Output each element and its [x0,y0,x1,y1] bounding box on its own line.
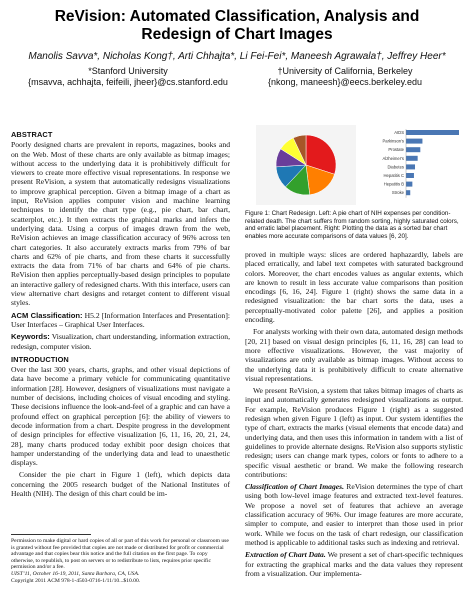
venue-line: UIST’11, October 16-19, 2011, Santa Barbara, CA, USA. [11,570,140,577]
bar [406,164,415,169]
right-column [245,250,463,581]
acm-text: H5.2 [Information Interfaces and Presentation]: User Interfaces – Graphical User Interfaces. [11,310,230,329]
affiliation-berkeley [245,66,445,88]
bar-chart [382,129,459,198]
bar [406,139,422,144]
bar-category-label: Stroke [391,190,404,196]
body-paragraph-3: We present ReVision, a system that takes bitmap images of charts as input and automatically generates redesigned visualizations as output. For example, ReVision produces Figure 1 (right) as a suggested redesign when given Figure 1 (left) as input. Our system identifies the type of chart, extracts the marks (visual elements that encode data) and underlying data, and then uses this information in tandem with a list of guidelines to provide alternate designs. ReVision also supports stylistic redesign; users can change mark types, colors or fonts to adhere to a specific visual aesthetic or brand. We make the following research contributions: [245,386,463,479]
contribution-extraction: Extraction of Chart Data. We present a set of chart-specific techniques for extracting the graphical marks and the data values they represent from a visualization. Our implementa- [245,550,464,578]
introduction-paragraph-2: Consider the pie chart in Figure 1 (left), which depicts data concerning the 2005 research budget of the National Institutes of Health (NIH). The design of this chart could be im- [11,470,230,498]
figure-1-caption: Figure 1: Chart Redesign. Left: A pie chart of NIH expenses per condition-related death. The chart suffers from random sorting, highly saturated colors, and erratic label placement. Right: Plotting the data as a sorted bar chart enables more accurate comparisons of data values [6, 20]. [245,210,459,240]
bar [406,173,414,178]
contribution-classification: Classification of Chart Images. ReVision determines the type of chart using both low-level image features and extracted text-level features. We propose a novel set of features that achieve an average classification accuracy of 96%. Our image features are more accurate, simpler to compute, and easier to interpret than those used in prior work. While we focus on the task of chart redesign, our classification method is applicable to additional tasks such as indexing and retrieval. [245,482,463,547]
affiliation-name: †University of California, Berkeley [277,66,413,76]
body-paragraph-1: proved in multiple ways: slices are ordered haphazardly, labels are placed erratically, and label text competes with saturated background colors. Moreover, the chart encodes values as angular extents, which are known to result in less accurate value comparisons than position encodings [6, 16, 24]. Figure 1 (right) shows the same data in a redesigned visualization: the bar chart sorts the data, uses a perceptually-motivated color palette [26], and applies a position encoding. [245,250,463,325]
contribution-label: Classification of Chart Images [245,482,343,492]
permission-footnote [11,538,230,584]
bar [406,130,459,135]
permission-text: Permission to make digital or hard copies of all or part of this work for personal or classroom use is granted without fee provided that copies are not made or distributed for profit or commercial advantage and that copies bear this notice and the full citation on the first page. To copy otherwise, to republish, to post on servers or to redistribute to lists, requires prior specific permission and/or a fee. [11,538,229,571]
keywords-label: Keywords: [11,332,50,342]
keywords-text: Visualization, chart understanding, information extraction, redesign, computer vision. [11,332,231,351]
footnote-divider [11,534,91,535]
affiliation-name: *Stanford University [88,66,168,76]
acm-label: ACM Classification: [11,310,83,320]
left-column [11,126,230,501]
bar-category-label: Diabetes [387,164,404,170]
author-list: Manolis Savva*, Nicholas Kong†, Arti Chhajta*, Li Fei-Fei*, Maneesh Agrawala†, Jeffrey Heer* [28,51,446,62]
abstract-heading: ABSTRACT [11,130,53,139]
figure-1-chart-redesign [256,125,462,205]
affiliation-emails: {nkong, maneesh}@eecs.berkeley.edu [267,77,423,87]
bar-category-label: Prostate [388,147,404,153]
bar-category-label: Parkinson's [382,138,404,144]
bar [406,190,410,195]
bar [406,156,418,161]
bar-category-label: Alzheimer's [382,155,404,161]
affiliation-emails: {msavva, achhajta, feifeili, jheer}@cs.stanford.edu [28,77,228,87]
bar [406,147,420,152]
body-paragraph-2: For analysts working with their own data, automated design methods [20, 21] based on visual design principles [6, 11, 16, 28] can lead to more effective visualizations. However, the vast majority of visualizations are only available as bitmap images. Without access to the underlying data it is prohibitively difficult to create alternative visual representations. [245,327,463,383]
contribution-label: Extraction of Chart Data [245,550,324,560]
contribution-text: We present a set of chart-specific techniques for extracting the graphical marks and the data values they represent from a visualization. Our implementa- [245,550,464,578]
contribution-text: ReVision determines the type of chart using both low-level image features and extracted text-level features. We propose a novel set of features that achieve an average classification accuracy of 96%. Our image features are more accurate, simpler to compute, and easier to interpret than those used in prior work. While we focus on the task of chart redesign, our classification method is applicable to additional tasks such as indexing and retrieval. [245,482,463,547]
abstract-text: Poorly designed charts are prevalent in reports, magazines, books and on the Web. Most of these charts are only available as bitmap images; without access to the underlying data it is prohibitively difficult for viewers to create more effective visual representations. In response we present ReVision, a system that automatically redesigns visualizations to improve graphical perception. Given a bitmap image of a chart as input, ReVision applies computer vision and machine learning techniques to identify the chart type (e.g., pie chart, bar chart, scatterplot, etc.). It then extracts the graphical marks and infers the underlying data. Using a corpus of images drawn from the web, ReVision achieves an image classification accuracy of 96% across ten chart categories. It also accurately extracts marks from 79% of bar charts and 62% of pie charts, and from these charts it successfully extracts the data from 71% of bar charts and 64% of pie charts. ReVision then applies perceptually-based design principles to populate an interactive gallery of redesigned charts. With this interface, users can view alternative chart designs and retarget content to different visual styles. [11,140,230,308]
introduction-heading: INTRODUCTION [11,354,69,364]
acm-classification [11,311,230,330]
pie-chart [276,135,336,195]
paper-title: ReVision: Automated Classification, Analysis and Redesign of Chart Images [54,8,420,43]
bar [406,182,412,187]
bar-category-label: Hepatitis B [383,181,404,187]
keywords [11,332,230,351]
bar-category-label: Hepatitis C [383,173,404,178]
bar-category-label: AIDS [394,130,404,135]
introduction-paragraph-1: Over the last 300 years, charts, graphs, and other visual depictions of data have become a primary vehicle for communicating quantitative information [28]. However, designers of visualizations must navigate a number of decisions, including choices of visual encoding and styling. These decisions influence the look-and-feel of a graphic and can have a profound effect on graphical perception [6]: the ability of viewers to decode information from a chart. Despite progress in the development of design principles for effective visualization [6, 11, 16, 20, 21, 24, 28], many charts produced today exhibit poor design choices that hamper understanding of the underlying data and lead to unaesthetic displays. [11,365,230,468]
copyright-line: Copyright 2011 ACM 978-1-4503-0716-1/11/10...$10.00. [11,577,141,584]
affiliation-stanford [28,66,228,88]
